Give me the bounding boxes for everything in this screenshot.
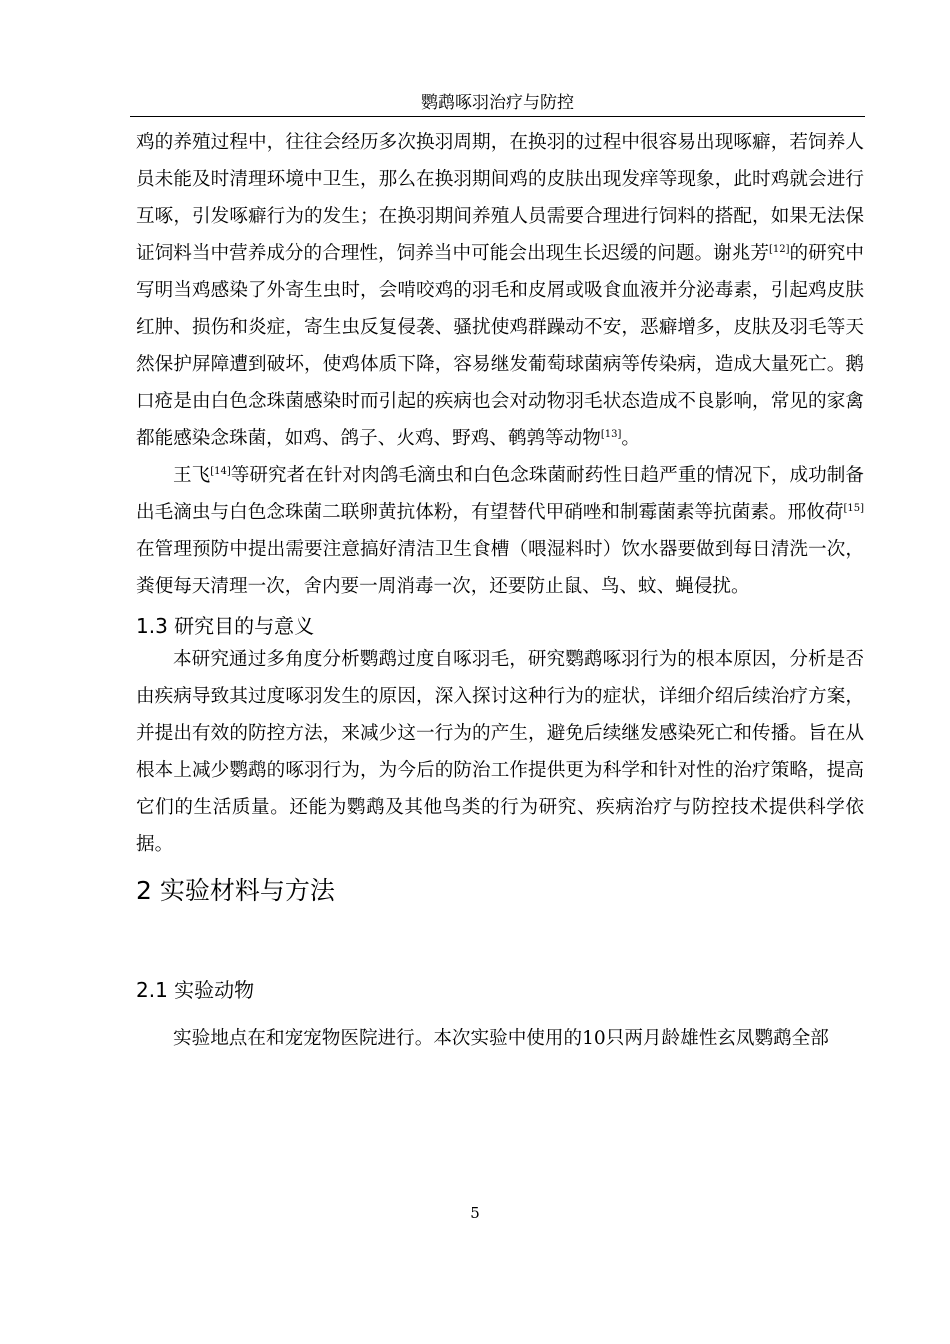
citation-15: [15] xyxy=(843,502,864,514)
citation-12: [12] xyxy=(768,243,790,255)
citation-13: [13] xyxy=(600,428,622,440)
paragraph-chicken-molting xyxy=(136,124,864,457)
section-heading-2-1: 2.1 实验动物 xyxy=(136,978,255,1002)
running-header-title: 鹦鹉啄羽治疗与防控 xyxy=(421,93,574,113)
section-heading-1-3: 1.3 研究目的与意义 xyxy=(136,614,315,638)
paragraph-text: 王飞 xyxy=(173,465,211,486)
paragraph-text: 的研究中写明当鸡感染了外寄生虫时，会啃咬鸡的羽毛和皮屑或吸食血液并分泌毒素，引起鸡皮肤红肿、损伤和炎症，寄生虫反复侵袭、骚扰使鸡群躁动不安，恶癖增多，皮肤及羽毛等天然保护屏障遭到破坏，使鸡体质下降，容易继发葡萄球菌病等传染病，造成大量死亡。鹅口疮是由白色念珠菌感染时而引起的疾病也会对动物羽毛状态造成不良影响，常见的家禽都能感染念珠菌，如鸡、鸽子、火鸡、野鸡、鹌鹑等动物 xyxy=(136,243,864,449)
paragraph-text: 等研究者在针对肉鸽毛滴虫和白色念珠菌耐药性日趋严重的情况下，成功制备出毛滴虫与白色念珠菌二联卵黄抗体粉，有望替代甲硝唑和制霉菌素等抗菌素。邢攸荷 xyxy=(136,465,864,523)
paragraph-text: 在管理预防中提出需要注意搞好清洁卫生食槽（喂湿料时）饮水器要做到每日清洗一次，粪便每天清理一次，舍内要一周消毒一次，还要防止鼠、鸟、蚊、蝇侵扰。 xyxy=(136,539,864,597)
paragraph-text: 。 xyxy=(621,428,640,449)
section-heading-2: 2 实验材料与方法 xyxy=(136,876,335,905)
page-body xyxy=(136,124,864,1057)
header-divider xyxy=(130,116,865,117)
paragraph-research-purpose: 本研究通过多角度分析鹦鹉过度自啄羽毛，研究鹦鹉啄羽行为的根本原因，分析是否由疾病导致其过度啄羽发生的原因，深入探讨这种行为的症状，详细介绍后续治疗方案，并提出有效的防控方法，来减少这一行为的产生，避免后续继发感染死亡和传播。旨在从根本上减少鹦鹉的啄羽行为，为今后的防治工作提供更为科学和针对性的治疗策略，提高它们的生活质量。还能为鹦鹉及其他鸟类的行为研究、疾病治疗与防控技术提供科学依据。 xyxy=(136,649,864,855)
page-number: 5 xyxy=(470,1204,480,1222)
paragraph-pigeon-research xyxy=(136,457,864,605)
paragraph-text: 鸡的养殖过程中，往往会经历多次换羽周期，在换羽的过程中很容易出现啄癖，若饲养人员未能及时清理环境中卫生，那么在换羽期间鸡的皮肤出现发痒等现象，此时鸡就会进行互啄，引发啄癖行为的发生；在换羽期间养殖人员需要合理进行饲料的搭配，如果无法保证饲料当中营养成分的合理性，饲养当中可能会出现生长迟缓的问题。谢兆芳 xyxy=(136,132,864,264)
paragraph-experimental-animals: 实验地点在和宠宠物医院进行。本次实验中使用的10只两月龄雄性玄凤鹦鹉全部 xyxy=(173,1028,829,1049)
citation-14: [14] xyxy=(210,465,231,477)
